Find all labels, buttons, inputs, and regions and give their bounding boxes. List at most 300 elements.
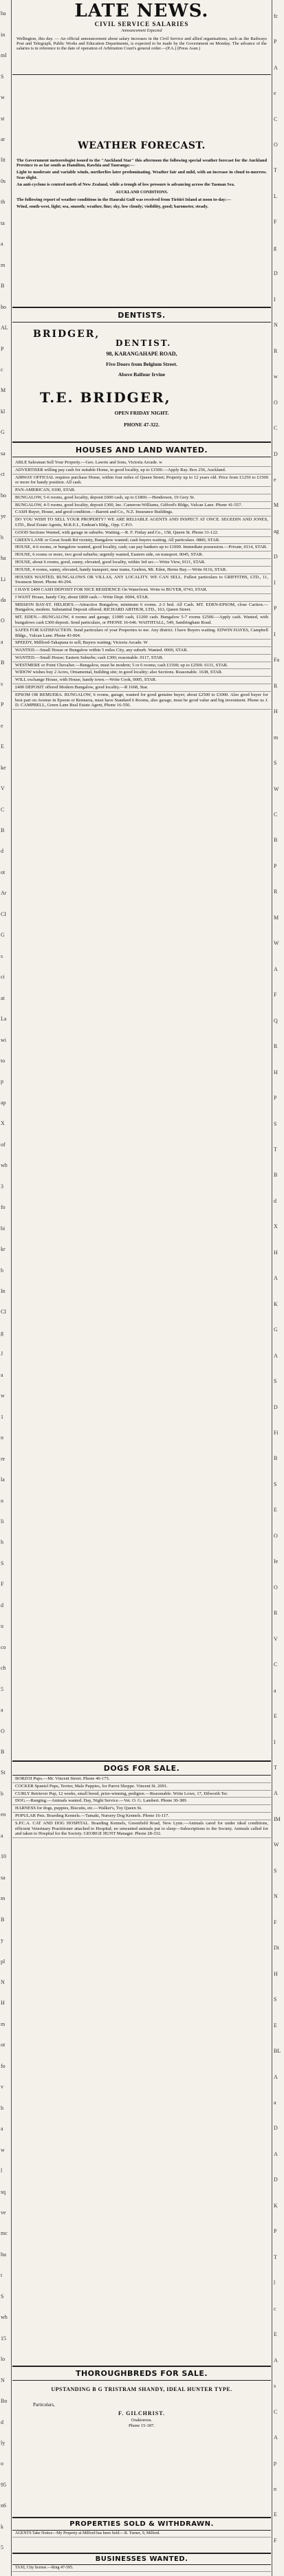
right-margin-fragment: P [274, 2228, 277, 2234]
dentist-ad-1 [12, 329, 271, 378]
weather-conditions: The following report of weather conditions in the Hauraki Gulf was received from Tiritiri Island at noon to-day:— [17, 197, 231, 202]
right-margin-fragment: A [274, 2074, 278, 2080]
right-margin-fragment: N [274, 322, 278, 328]
left-margin-fragment: 5 [1, 1686, 3, 1692]
house-wanted-ad: AIRWAY OFFICIAL requires purchase Home, within four miles of Queen Street; Property up to 12 years old. Price from £1250 to £1500 or more for handy position. All cash. [12, 474, 271, 488]
right-margin-fragment: L [274, 193, 277, 199]
left-margin-fragment: re [1, 1456, 6, 1462]
right-margin-fragment: K [274, 2203, 278, 2209]
right-margin-fragment: C [274, 1661, 278, 1668]
right-margin-fragment: E [274, 2331, 277, 2337]
house-wanted-ad: HOUSE, 4-6 rooms, or bungalow wanted, good locality, cash; can pay bankers up to £1000. Immediate possession.—Private, 0114, STAR. [12, 544, 271, 552]
dentist-name-line2: DENTIST. [116, 338, 172, 348]
left-margin-fragment: 1 [1, 1414, 3, 1420]
right-margin-fragment: A [274, 1353, 278, 1359]
left-margin-fragment: wh [1, 2314, 8, 2320]
left-margin-fragment: S [1, 74, 4, 80]
left-margin-fragment: a [1, 1833, 3, 1839]
left-margin-fragment: n [1, 1498, 3, 1504]
left-margin-fragment: Ar [1, 890, 7, 896]
main-column [12, 0, 271, 2576]
house-wanted-ad: WANTED.—Small House; Eastern Suburbs; cash £300; reasonable. 0117, STAR. [12, 655, 271, 662]
house-wanted-ad: MISSION BAY-ST. HELIER'S.—Attractive Bungalow, minimum 6 rooms. 2-3 bed. All Cash. MT. EDEN-EPSOM, close Cariton.—Bungalow, modern. Substantial Deposit offered. RICHARD ARTHUR, LTD., 163, Queen Street. [12, 602, 271, 615]
right-margin-fragment: I [274, 631, 276, 637]
left-margin-fragment: y [1, 1937, 3, 1943]
right-margin-fragment: A [274, 2151, 278, 2157]
house-wanted-ad: I HAVE £400 CASH DEPOSIT FOR NICE RESIDENCE On Waterfront. Write to BUYER, 0743, STAR. [12, 587, 271, 594]
house-wanted-ad: WESTMERE or Point Chevalier.—Bungalow, must be modern; 5 or 6 rooms; cash £1500; up to £2500. 0131, STAR. [12, 662, 271, 670]
right-margin-fragment: F [274, 1919, 277, 1925]
left-margin-fragment: a [1, 1707, 3, 1713]
right-margin-fragment: K [274, 1301, 278, 1307]
right-margin-fragment: F [274, 219, 277, 225]
dog-ad: HARNESS for dogs, puppies, Biscuits, etc.—Walker's, Toy Queen St. [12, 1805, 271, 1813]
left-margin-fragment: hu [1, 2251, 6, 2258]
right-margin-fragment: C [274, 2409, 278, 2415]
right-margin-fragment: G [274, 1327, 278, 1333]
right-margin-fragment: A [274, 2357, 278, 2364]
right-margin-fragment: R [274, 1043, 278, 1049]
left-margin-fragment: kl [1, 408, 6, 415]
house-wanted-ad: ADVERTISER willing pay cash for suitable Home, in good locality, up to £1500.—Apply Ray. Box 256, Auckland. [12, 467, 271, 474]
right-margin-fragment: A [274, 2434, 278, 2441]
left-margin-fragment: li [1, 1518, 4, 1525]
right-margin-fragment: A [274, 65, 278, 71]
right-margin-fragment: B [274, 837, 278, 843]
left-margin-fragment: da [1, 597, 6, 603]
left-margin-fragment: G [1, 932, 5, 938]
left-margin-fragment: C [1, 807, 5, 813]
right-margin-fragment: F [274, 2537, 277, 2544]
left-margin-fragment: ot [1, 869, 6, 875]
properties-sold-ad: AGENTS Take Notice—My Property at Milford has been Sold.—R. Turner, 9, Milford. [12, 2531, 271, 2537]
house-wanted-ad: WANTED.—Small House or Bungalow within 5 miles City, any suburb. Wanted. 0000, STAR. [12, 647, 271, 655]
right-margin-fragment: Fa [274, 657, 279, 663]
house-wanted-ad: ABLE Salesman Sell Your Property.—Geo. Lawrie and Sons, Victoria Arcade. w [12, 459, 271, 467]
right-margin-fragment: p [274, 2460, 276, 2466]
left-margin-fragment: J [1, 1351, 3, 1357]
left-margin-fragment: bi [1, 1225, 6, 1232]
right-margin-fragment: l [274, 2280, 276, 2286]
dog-ad: COCKER Spaniel Pups, Terrier, Male Puppies, for Parrot Shoppe. Vincent St. 2091. [12, 1783, 271, 1791]
right-margin-fragment: O [274, 142, 278, 148]
late-news-section [12, 1, 271, 51]
left-margin-fragment: ml [1, 52, 7, 58]
left-margin-fragment: at [1, 995, 5, 1001]
left-margin-fragment: s [1, 953, 3, 959]
left-margin-fragment: wh [1, 1162, 8, 1168]
thoroughbred-ad: UPSTANDING B G TRISTRAM SHANDY, IDEAL HUNTER TYPE. [51, 2386, 232, 2392]
right-margin-fragment: c [274, 2306, 276, 2312]
left-margin-fragment: l [1, 2168, 3, 2174]
left-margin-fragment: H [1, 2000, 5, 2006]
left-margin-fragment: la [1, 1476, 5, 1483]
left-margin-fragment: m [1, 262, 6, 268]
business-ad: TAXI, City license.—Ring 47-595. [12, 2565, 271, 2572]
weather-para-3: An anti-cyclone is centred north of New Zealand, while a trough of low pressure is advancing across the Tasman Sea. [17, 182, 235, 187]
left-margin-fragment: CI [1, 911, 6, 917]
right-margin-fragment: D [274, 2125, 278, 2131]
left-margin-fragment: ha [1, 555, 6, 561]
left-margin-fragment: c [1, 367, 3, 373]
left-margin-fragment: M [1, 387, 6, 393]
left-margin-fragment: h [1, 2105, 3, 2111]
dogs-list [12, 1776, 271, 1838]
late-news-body: Wellington, this day. — An official announcement about salary increases in the Civil Service and allied organisations, such as the Railways Post and Telegraph, Public Works and Education Departments, is expected to be made by the Government on Monday. The advance of the salaries is in reference to the date of operation of Arbitration Court's general order.—(P.A.) (Press Assn.) [17, 36, 267, 52]
right-margin-fragment: R [274, 683, 278, 689]
dog-ad: S.P.C.A. CAT AND DOG HOSPITAL. Boarding Kennels, Greenfield Road, New Lynn.—Animals cared for under ideal conditions, efficient Veterinary Practitioner attached to Hospital; no unwanted animals put to sleep—Subscriptions to the Society. Animals called for and taken to Hospital for the Society. GEORGE HUNT Manager. Phone 28-332. [12, 1820, 271, 1838]
house-wanted-ad: CASH Buyer, House, and good condition.—Barrett and Co., N.Z. Insurance Buildings. [12, 509, 271, 516]
left-margin-fragment: h [1, 1539, 3, 1545]
left-margin-fragment: Bo [1, 2398, 8, 2404]
left-margin-fragment: t [1, 2272, 3, 2278]
weather-report: Wind, south-west, light; sea, smooth; weather, fine; sky, low cloudy; visibility, good; barometer, steady. [17, 204, 208, 210]
left-margin-fragment: sa [1, 1875, 6, 1881]
left-margin-fragment: CI [1, 1309, 6, 1315]
left-margin-fragment: Li [1, 576, 6, 582]
right-margin-fragment: I [274, 1739, 276, 1745]
thoroughbred-place: Orakiorora. [131, 2418, 153, 2423]
thoroughbreds-section [12, 2366, 271, 2428]
left-margin-fragment: u [1, 1623, 3, 1629]
left-margin-fragment: ly [1, 2440, 6, 2446]
dentist-2-phone: PHONE 47-322. [124, 422, 160, 428]
right-margin-fragment: S [274, 1868, 277, 1874]
right-margin-fragment: D [274, 451, 278, 457]
dog-ad: DOG.—Ranging.—Animals wanted. Day, Night Service.—Vet. O. G. Lambert. Phone 30-389. [12, 1798, 271, 1805]
left-margin-clipped-column [0, 0, 11, 2576]
houses-wanted-list [12, 459, 271, 710]
divider [12, 441, 271, 443]
left-margin-fragment: ot [1, 2042, 6, 2048]
left-margin-fragment: n [1, 1434, 3, 1441]
left-margin-fragment: V [1, 785, 5, 792]
houses-wanted-title: HOUSES AND LAND WANTED. [75, 446, 208, 455]
right-margin-fragment: ag [274, 528, 279, 534]
left-margin-fragment: k [1, 2524, 3, 2530]
dentist-ad-2 [12, 389, 271, 428]
right-margin-fragment: e [274, 477, 276, 483]
right-margin-fragment: n [274, 2486, 276, 2492]
right-margin-fragment: E [274, 1713, 277, 1719]
right-margin-fragment: T [274, 1146, 277, 1153]
right-margin-fragment: d [274, 1198, 276, 1204]
right-margin-fragment: T [274, 167, 277, 173]
right-margin-fragment: g [274, 245, 276, 251]
left-margin-fragment: d [1, 848, 3, 854]
left-margin-fragment: wi [1, 1037, 6, 1043]
left-margin-fragment: In [1, 1288, 6, 1294]
right-margin-fragment: IM [274, 1816, 281, 1822]
house-wanted-ad: PAN-AMERICAN, 0100, STAR. [12, 487, 271, 494]
left-margin-fragment: B [1, 1917, 5, 1923]
left-column-rule [11, 0, 12, 2576]
right-margin-fragment: P [274, 605, 277, 611]
dentist-detail2: Above Balfour Irvine [118, 371, 166, 378]
house-wanted-ad: SAFES FOR SATISFACTION. Send particulars of your Properties to me. Any district. I have Buyers waiting. EDWIN HAYES, Campbell Bldgs., Vulcan Lane. Phone 43-004. [12, 627, 271, 640]
house-wanted-ad: WILL exchange House, with House, handy town.—Write Cook, 0005, STAR. [12, 677, 271, 684]
house-wanted-ad: HOUSES WANTED, BUNGALOWS OR VILLAS, ANY LOCALITY. WE CAN SELL. Fullest particulars to GRIFFITHS, LTD., 11, Swanson Street. Phone 46-294. [12, 574, 271, 587]
left-margin-fragment: p [1, 1078, 3, 1084]
right-margin-fragment: S [274, 1378, 277, 1384]
right-margin-fragment: C [274, 811, 278, 818]
dentists-title: DENTISTS. [118, 311, 166, 320]
left-margin-fragment: e [1, 723, 3, 729]
right-margin-fragment: P [274, 1095, 277, 1101]
dog-ad: BORZOI Pups.—Mr. Vincent Street. Phone 46-175. [12, 1776, 271, 1783]
left-margin-fragment: sa [1, 450, 6, 457]
left-margin-fragment: ke [1, 765, 6, 771]
properties-sold-section [12, 2517, 271, 2537]
left-margin-fragment: 5 [1, 2544, 3, 2551]
left-margin-fragment: 0s [1, 178, 6, 184]
right-margin-fragment: W [274, 1842, 279, 1848]
left-margin-fragment: ho [1, 304, 6, 310]
right-margin-fragment: X [274, 1223, 278, 1230]
right-margin-fragment: a [274, 1688, 276, 1694]
right-margin-fragment: A [274, 1790, 278, 1796]
right-margin-fragment: T [274, 1765, 277, 1771]
left-margin-fragment: a [1, 241, 3, 247]
left-margin-fragment: n6 [1, 2502, 6, 2509]
left-margin-fragment: N [1, 1979, 5, 1985]
right-margin-fragment: N [274, 1893, 278, 1899]
left-margin-fragment: ar [1, 136, 6, 142]
right-margin-fragment: m [274, 734, 278, 741]
left-margin-fragment: to [1, 1058, 6, 1064]
left-margin-fragment: d [1, 1602, 3, 1608]
left-margin-fragment: of [1, 1142, 6, 1148]
house-wanted-ad: MT. EDEN.—BUNGALOW, 4 rooms and garage, £1000 cash, £1200 cash. Bungalow 5-7 rooms £2500.—Apply cash. Wanted, with bungalows cash £300 deposit. Send particulars, or PHONE 16-646. WAITHTALL, 549, Sandringham Road. [12, 614, 271, 627]
right-margin-fragment: M [274, 915, 279, 921]
left-margin-fragment: 15 [1, 2335, 6, 2342]
right-margin-fragment: S [274, 1481, 277, 1487]
house-wanted-ad: HOUSE, about 6 rooms, good, sunny, elevated, good locality, within 3rd sec.—Write View, 0111, STAR. [12, 559, 271, 567]
right-margin-fragment: T [274, 2254, 277, 2260]
left-margin-fragment: ye [1, 513, 6, 519]
left-margin-fragment: ci [1, 974, 5, 980]
right-margin-fragment: H [274, 1249, 278, 1256]
left-margin-fragment: 3 [1, 1183, 3, 1190]
business-title: BUSINESSES WANTED. [95, 2555, 188, 2563]
dentists-section [12, 311, 271, 320]
right-margin-fragment: P [274, 863, 277, 869]
house-wanted-ad: BUNGALOW, 4-5 rooms, good locality, deposit £300, Inc. Cameron-Williams, Gifford's Bldgs, Vulcan Lane. Phone 41-557. [12, 502, 271, 510]
late-news-title: LATE NEWS. [74, 1, 209, 21]
house-wanted-ad: £400 DEPOSIT offered Modern Bungalow, good locality.—R 1668, Star. [12, 684, 271, 692]
left-margin-fragment: ct [1, 471, 5, 477]
house-wanted-ad: GOOD Sections Wanted, with garage in suburbs. Waiting.—R. F. Finlay and Co., 158, Queen St. Phone 31-122. [12, 530, 271, 537]
left-margin-fragment: a [1, 2126, 3, 2132]
right-margin-fragment: D [274, 270, 278, 276]
house-wanted-ad: DO YOU WISH TO SELL YOUR PROPERTY? WE ARE RELIABLE AGENTS AND INSPECT AT ONCE. SEGEDIN AND JONES, LTD., Real Estate Agents, M.R.E.I., Endean's Bldg., Opp. C.P.O. [12, 516, 271, 530]
dentist-address: 98, KARANGAHAPE ROAD, [106, 351, 177, 357]
left-margin-fragment: B [1, 827, 5, 833]
right-margin-fragment: V [274, 1636, 278, 1642]
divider [12, 307, 271, 308]
dogs-section [12, 1760, 271, 1838]
left-margin-fragment: a [1, 1372, 3, 1378]
late-news-subtitle: CIVIL SERVICE SALARIES [94, 21, 189, 28]
right-margin-fragment: E [274, 1507, 277, 1513]
right-margin-fragment: O [274, 400, 278, 406]
left-margin-fragment: co [1, 1644, 6, 1650]
left-margin-fragment: P [1, 701, 4, 708]
houses-wanted-header [12, 446, 271, 455]
left-margin-fragment: kr [1, 1246, 6, 1252]
dog-ad: POPULAR Pets. Boarding Kennels.—Tamaki, Nursery Dog Kennels. Phone 16-117. [12, 1813, 271, 1820]
left-margin-fragment: fo [1, 1204, 6, 1210]
left-margin-fragment: ch [1, 1665, 6, 1671]
weather-conditions-title: AUCKLAND CONDITIONS. [115, 190, 168, 195]
right-margin-fragment: C [274, 116, 278, 122]
house-wanted-ad: EPSOM OR REMUERA. BUNGALOW, 6 rooms, garage, wanted for good genuine buyer; about £2500 to £3000. Also good buyer for best part on Avenue in Epsom or Remuera, must have Standard 6 Rooms, also garage, must be good value and big investment. Phone us J. D. CAMPBELL, Green Lane Real Estate Agent, Phone 16-556. [12, 692, 271, 710]
right-margin-fragment: A [274, 1275, 278, 1281]
left-margin-fragment: o [1, 2460, 3, 2467]
left-margin-fragment: AL [1, 325, 8, 331]
thoroughbreds-title: THOROUGHBREDS FOR SALE. [75, 2369, 208, 2378]
left-margin-fragment: s [1, 681, 3, 687]
right-margin-fragment: O [274, 1533, 278, 1539]
left-margin-fragment: F [1, 1581, 4, 1587]
left-margin-fragment: fo [1, 2063, 6, 2069]
right-margin-fragment: W [274, 786, 279, 792]
left-margin-fragment: O [1, 1728, 5, 1734]
thoroughbred-phone: Phone 15-187. [129, 2423, 155, 2428]
house-wanted-ad: I WANT House, handy City, about £800 cash.—Write Dept. 0004, STAR. [12, 594, 271, 602]
left-margin-fragment: La [1, 1016, 7, 1022]
right-margin-fragment: R [274, 348, 278, 354]
left-margin-fragment: lo [1, 2356, 6, 2362]
left-margin-fragment: a [1, 639, 3, 645]
left-margin-fragment: v [1, 2084, 3, 2090]
left-margin-fragment: P [1, 346, 4, 352]
dentist-detail: Five Doors from Belgium Street. [106, 361, 177, 367]
dentist-name-line1: BRIDGER, [33, 329, 100, 340]
left-margin-fragment: 10 [1, 1853, 6, 1859]
house-wanted-ad: BUNGALOW, 5-6 rooms, good locality, deposit £600 cash, up to £1800.—Henderson, 19 Grey St. [12, 494, 271, 502]
weather-title: WEATHER FORECAST. [78, 140, 206, 151]
dentist-2-hours: OPEN FRIDAY NIGHT. [114, 410, 169, 416]
right-margin-fragment: A [274, 966, 278, 972]
left-margin-fragment: d [1, 2419, 3, 2425]
right-margin-fragment: M [274, 502, 279, 508]
right-margin-fragment: H [274, 708, 278, 714]
right-margin-fragment: Ie [274, 1558, 278, 1564]
left-margin-fragment: w [1, 2147, 5, 2153]
right-margin-fragment: S [274, 760, 277, 766]
left-margin-fragment: E [1, 743, 4, 750]
left-margin-fragment: eo [1, 1811, 6, 1818]
left-margin-fragment: m [1, 1895, 6, 1901]
left-margin-fragment: st [1, 116, 5, 122]
thoroughbred-particulars: Particulars, [33, 2402, 55, 2408]
left-margin-fragment: B [1, 659, 5, 666]
weather-para-1: The Government meteorologist issued to the "Auckland Star" this afternoon the following special weather forecast for the Auckland Province to as far south as Hamilton, Rawhia and Tauranga:— [17, 158, 267, 168]
right-margin-fragment: D [274, 554, 278, 560]
dentist-2-name: T.E. BRIDGER, [40, 389, 171, 406]
left-margin-fragment: ta [1, 220, 5, 226]
left-margin-fragment: m [1, 2021, 6, 2027]
left-margin-fragment: S [1, 2293, 4, 2300]
right-margin-fragment: E [274, 2511, 277, 2518]
right-margin-fragment: Di [274, 1945, 279, 1951]
right-margin-fragment: E [274, 2022, 277, 2029]
weather-section [12, 140, 271, 209]
right-margin-fragment: s [274, 2383, 276, 2389]
left-margin-fragment: O [1, 618, 5, 624]
divider [12, 322, 271, 323]
left-margin-fragment: g [1, 1330, 3, 1336]
right-margin-fragment: B [274, 1172, 278, 1178]
right-margin-fragment: D [274, 2176, 278, 2183]
late-news-subhead: Announcement Expected [121, 29, 162, 33]
divider [12, 74, 271, 75]
left-margin-fragment: ba [1, 10, 6, 17]
right-margin-fragment: W [274, 940, 279, 946]
weather-para-2: Light to moderate and variable winds, northerlies later predominating. Weather fair and mild, with an increase in cloud to-morrow. Seas slight. [17, 170, 267, 180]
left-margin-fragment: bo [1, 492, 6, 499]
house-wanted-ad: HOUSE, 4 rooms, sunny, elevated, handy transport; near trams, Grafton, Mt. Eden, Herne Bay.—Write 0116, STAR. [12, 567, 271, 574]
right-margin-fragment: I [274, 580, 276, 586]
right-margin-fragment: C [274, 425, 278, 431]
right-margin-fragment: R [274, 888, 278, 895]
right-margin-fragment: Fi [274, 1430, 278, 1436]
right-margin-fragment: F [274, 992, 277, 998]
right-margin-fragment: B [274, 1455, 278, 1461]
left-margin-fragment: b [1, 1791, 3, 1797]
left-margin-fragment: b [1, 1267, 3, 1274]
house-wanted-ad: GREEN LANE or Great South Rd vicinity, Bungalow wanted; cash buyers waiting. All particulars. 0800, STAR. [12, 537, 271, 545]
left-margin-fragment: N [1, 2377, 5, 2383]
left-margin-fragment: G [1, 429, 5, 435]
right-margin-fragment: w [274, 373, 278, 380]
right-margin-fragment: H [274, 1069, 278, 1076]
left-margin-fragment: sq [1, 2189, 6, 2195]
right-margin-fragment: R [274, 1610, 278, 1616]
left-margin-fragment: in [1, 32, 6, 38]
left-margin-fragment: St [1, 1769, 6, 1776]
right-margin-fragment: S [274, 1121, 277, 1127]
left-margin-fragment: mc [1, 2230, 8, 2236]
right-margin-fragment: D [274, 1404, 278, 1410]
left-margin-fragment: lit [1, 157, 6, 163]
right-margin-fragment: I [274, 296, 276, 303]
house-wanted-ad: HOUSE, 6 rooms or more, two good suburbs; urgently wanted, Eastern side, on transport. 0045, STAR. [12, 552, 271, 559]
dog-ad: CURLY Retriever Pup, 12 weeks, small breed, prize-winning, pedigree.—Reasonable. Write Lowe, 17, Dilworth Ter. [12, 1791, 271, 1798]
right-margin-fragment: O [274, 1584, 278, 1591]
right-margin-fragment: Q [274, 1018, 278, 1024]
left-margin-fragment: w [1, 1393, 5, 1399]
right-margin-fragment: a [274, 2099, 276, 2106]
dogs-title: DOGS FOR SALE. [103, 1764, 180, 1773]
left-margin-fragment: ve [1, 2209, 6, 2216]
left-margin-fragment: 95 [1, 2482, 6, 2488]
right-margin-fragment: fc [274, 13, 278, 19]
left-margin-fragment: b [1, 534, 3, 541]
right-margin-fragment: P [274, 39, 277, 45]
right-margin-fragment: H [274, 1971, 278, 1977]
left-margin-fragment: w [1, 94, 5, 100]
right-margin-clipped-column [272, 0, 284, 2576]
right-margin-fragment: e [274, 90, 276, 96]
house-wanted-ad: WIDOW wishes buy 2 Acres, Ornamental, building site; in good locality; also Sections. Reasonable. 1638, STAR. [12, 669, 271, 677]
left-margin-fragment: th [1, 199, 6, 205]
business-section [12, 2553, 271, 2572]
left-margin-fragment: S [1, 1560, 4, 1567]
properties-sold-title: PROPERTIES SOLD & WITHDRAWN. [69, 2520, 214, 2528]
thoroughbred-name: F. GILCHRIST. [118, 2410, 165, 2416]
